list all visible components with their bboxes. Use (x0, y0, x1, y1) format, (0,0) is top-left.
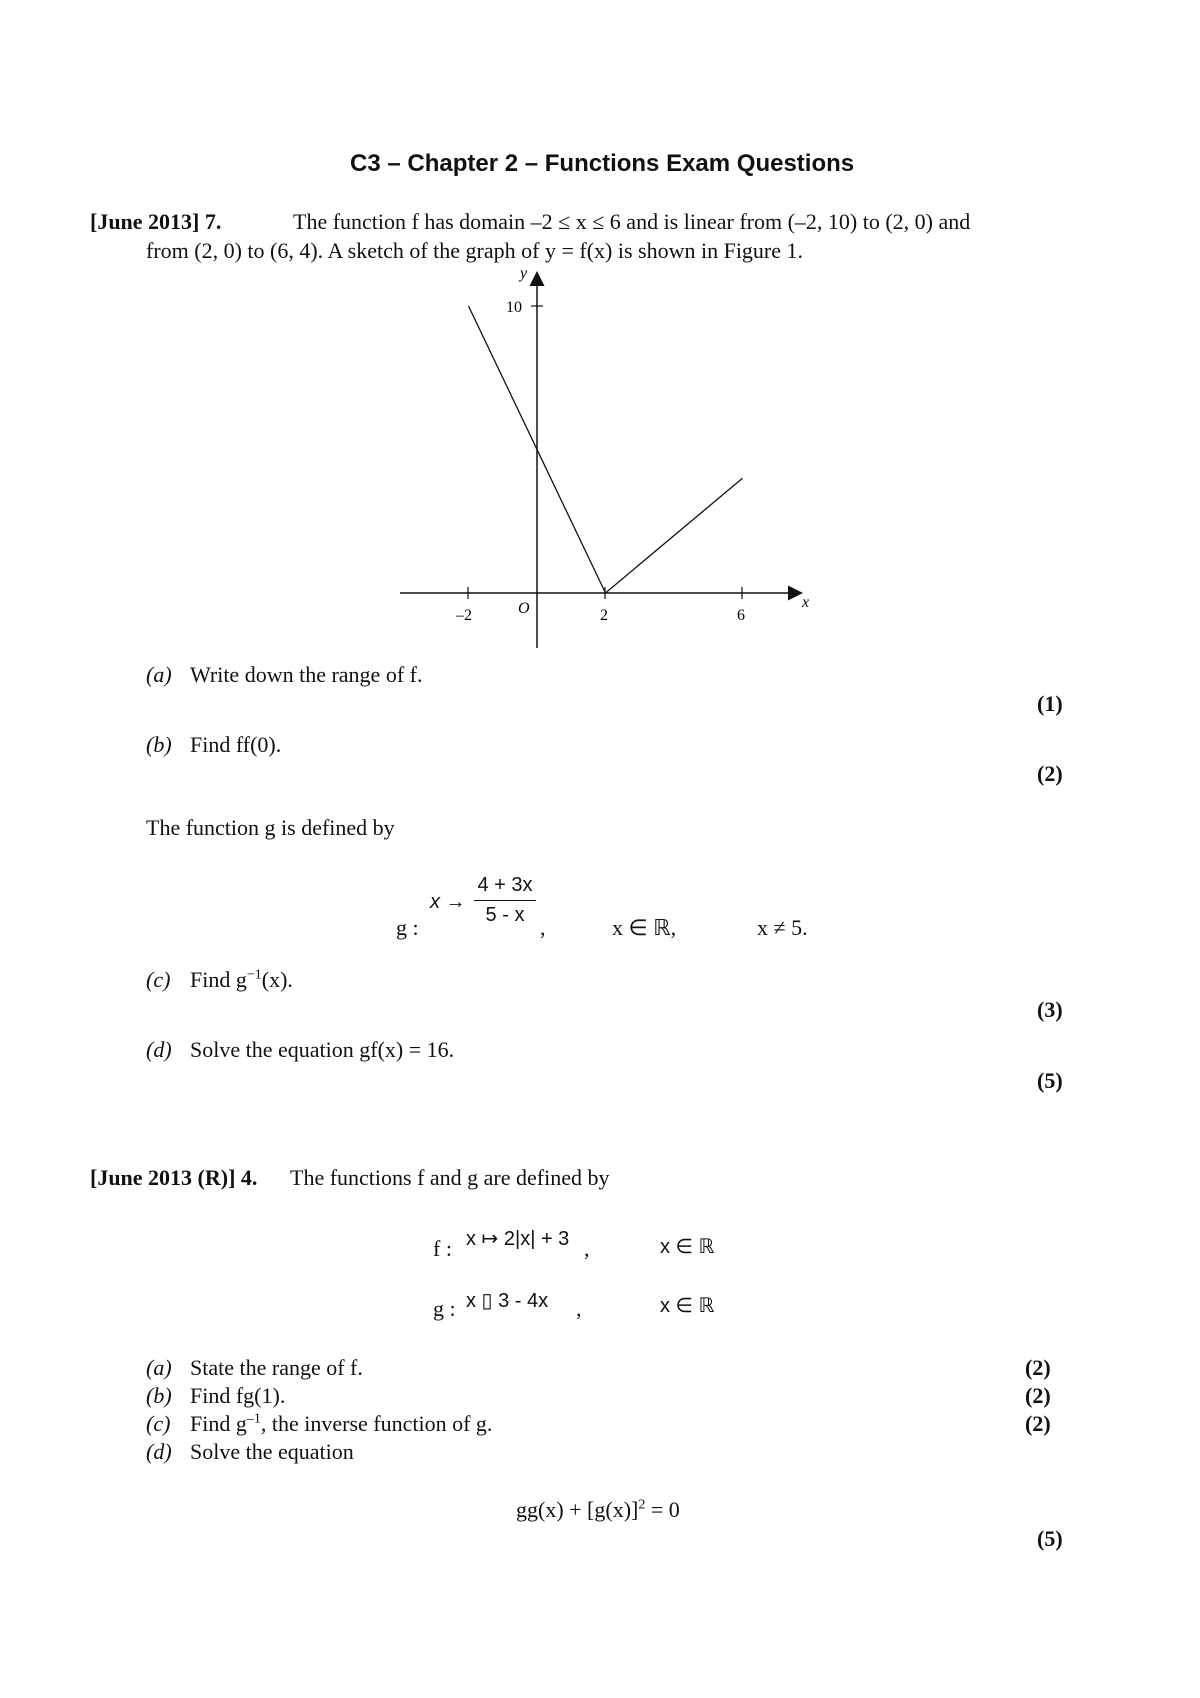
f-def-name: f : (433, 1236, 452, 1261)
q1a-text: Write down the range of f. (190, 662, 423, 687)
f-def-domain: x ∈ ℝ (660, 1236, 715, 1258)
g-def-name: g : (396, 915, 419, 940)
q2c-sup: –1 (246, 1411, 261, 1427)
g-def-comma: , (540, 915, 546, 940)
q2a-marks: (2) (1025, 1355, 1051, 1380)
g2-def-name: g : (433, 1296, 456, 1321)
page-title: C3 – Chapter 2 – Functions Exam Questions (350, 150, 855, 177)
q1b-text: Find ff(0). (190, 732, 282, 757)
g-def-map: x → (430, 891, 466, 913)
x-tick-label-neg2: –2 (456, 607, 472, 624)
q2b (146, 1383, 285, 1409)
graph-line-f (469, 306, 743, 593)
equation-pre: gg(x) + [g(x)] (516, 1497, 639, 1522)
y-tick-label-10: 10 (506, 299, 522, 316)
g2-def-domain: x ∈ ℝ (660, 1295, 715, 1317)
q2c-text-post: , the inverse function of g. (260, 1411, 493, 1436)
q1c-text-pre: Find g (190, 967, 247, 992)
q1b (146, 732, 281, 758)
q1c-marks: (3) (1037, 997, 1063, 1022)
q1b-label: (b) (146, 732, 172, 757)
q2c-label: (c) (146, 1411, 171, 1436)
equation-post: = 0 (645, 1497, 680, 1522)
q1b-marks: (2) (1037, 761, 1063, 786)
q2a-text: State the range of f. (190, 1355, 363, 1380)
q2c-marks: (2) (1025, 1411, 1051, 1436)
q1a (146, 662, 422, 688)
x-tick-label-6: 6 (737, 607, 745, 624)
q1c-sup: −1 (246, 967, 262, 983)
q2-equation (516, 1497, 680, 1523)
g-intro: The function g is defined by (146, 815, 395, 840)
q2d-label: (d) (146, 1439, 172, 1464)
q2d (146, 1439, 354, 1465)
q1-tag: [June 2013] 7. (90, 209, 222, 234)
f-def-comma: , (584, 1236, 590, 1261)
q2d-text: Solve the equation (190, 1439, 354, 1464)
equation-sup: 2 (638, 1497, 646, 1513)
q1d-marks: (5) (1037, 1068, 1063, 1093)
q2-tag: [June 2013 (R)] 4. (90, 1165, 258, 1190)
q1d (146, 1037, 454, 1063)
origin-label: O (518, 600, 530, 617)
g-def-fraction (474, 874, 536, 927)
f-def-expr: x ↦ 2|x| + 3 (466, 1228, 570, 1250)
q1d-text: Solve the equation gf(x) = 16. (190, 1037, 455, 1062)
g-def-denominator: 5 - x (485, 904, 525, 926)
q2a-label: (a) (146, 1355, 172, 1380)
q1d-label: (d) (146, 1037, 172, 1062)
q1c (146, 967, 293, 993)
q2c-text-pre: Find g (190, 1411, 247, 1436)
q2c (146, 1411, 492, 1437)
q1c-label: (c) (146, 967, 171, 992)
q2b-text: Find fg(1). (190, 1383, 286, 1408)
q1c-text-post: (x). (261, 967, 293, 992)
g2-def-expr: x ▯ 3 - 4x (466, 1290, 549, 1312)
x-tick-label-2: 2 (600, 607, 608, 624)
q2-intro: The functions f and g are defined by (290, 1165, 610, 1190)
q1a-marks: (1) (1037, 691, 1063, 716)
figure-1-graph (390, 268, 830, 648)
g-def-condition: x ≠ 5. (757, 915, 808, 940)
q1a-label: (a) (146, 662, 172, 687)
g-def-numerator: 4 + 3x (477, 874, 533, 896)
g2-def-comma: , (576, 1296, 582, 1321)
q2d-marks: (5) (1037, 1526, 1063, 1551)
g-def-domain: x ∈ ℝ, (612, 915, 677, 940)
q1-intro-line2: from (2, 0) to (6, 4). A sketch of the graph of y = f(x) is shown in Figure 1. (146, 238, 804, 263)
q1-intro-line1: The function f has domain –2 ≤ x ≤ 6 and is linear from (–2, 10) to (2, 0) and (293, 209, 971, 234)
q2b-marks: (2) (1025, 1383, 1051, 1408)
y-axis-label: y (520, 268, 528, 282)
q2b-label: (b) (146, 1383, 172, 1408)
q2a (146, 1355, 363, 1381)
x-axis-label: x (802, 594, 810, 611)
